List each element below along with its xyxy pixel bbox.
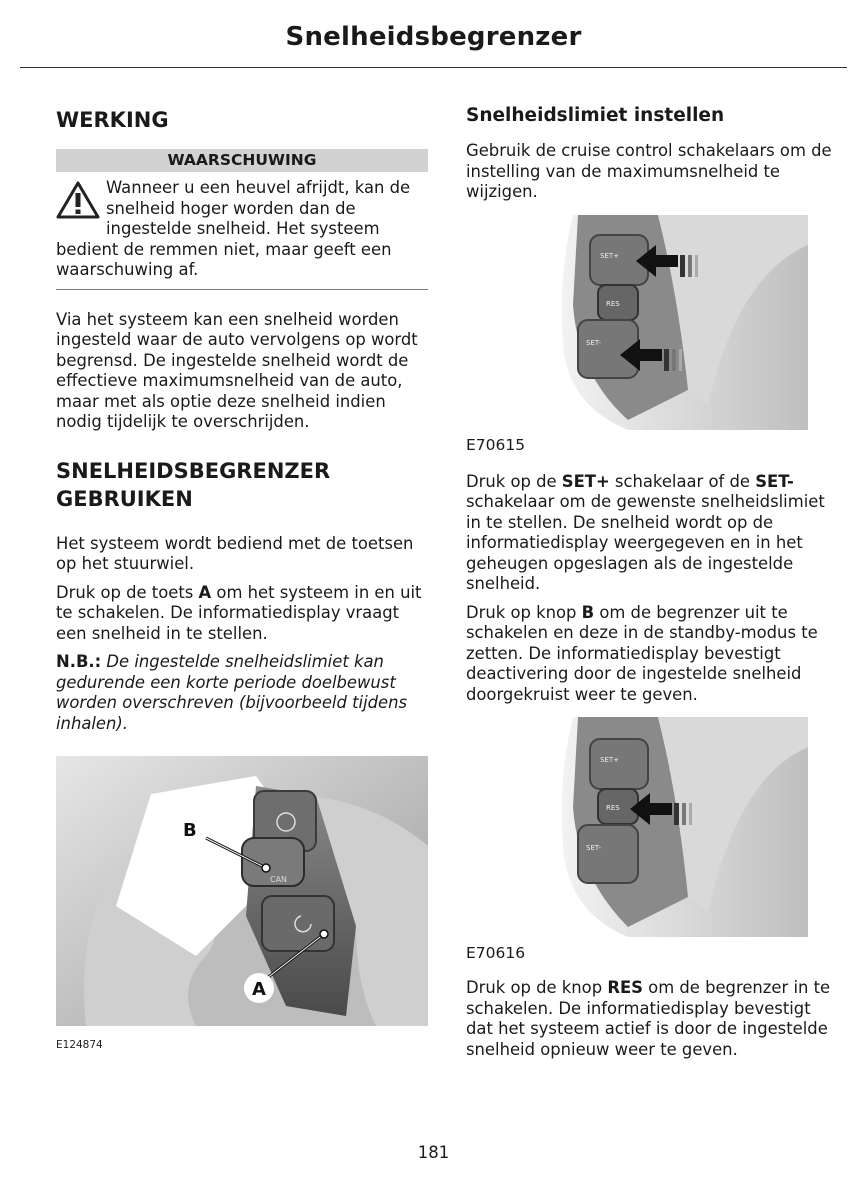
intro-paragraph: Via het systeem kan een snelheid worden ingesteld waar de auto vervolgens op wordt begrensd. De ingestelde snelheid wordt de effectieve maximumsnelheid van de auto, maar met als optie deze snelheid indien nodig tijdelijk te overschrijden. xyxy=(56,309,418,431)
key-set-plus: SET+ xyxy=(561,471,610,491)
page-title: Snelheidsbegrenzer xyxy=(285,22,582,52)
set-paragraph: Druk op de SET+ schakelaar of de SET- schakelaar om de gewenste snelheidslimiet in te stellen. De snelheid wordt op de informatiedisplay weergegeven en in het geheugen opgeslagen als de ingestelde snelheid. xyxy=(466,471,825,593)
right-column xyxy=(466,104,838,1060)
btn-res: RES xyxy=(606,804,620,812)
instellen-paragraph: Gebruik de cruise control schakelaars om de instelling van de maximumsnelheid te wijzigen. xyxy=(466,141,832,201)
btn-set-plus: SET+ xyxy=(600,756,620,764)
res-paragraph: Druk op de knop RES om de begrenzer in te schakelen. De informatiedisplay bevestigt dat het systeem actief is door de ingestelde snelheid opnieuw weer te geven. xyxy=(466,978,831,1059)
callout-a: A xyxy=(252,979,266,1000)
steering-wheel-figure-2 xyxy=(478,717,838,943)
key-set-minus: SET- xyxy=(755,471,794,491)
note-text: De ingestelde snelheidslimiet kan gedurende een korte periode doelbewust worden overschreven (bijvoorbeeld tijdens inhalen). xyxy=(56,652,408,733)
steering-wheel-buttons-illustration xyxy=(56,756,428,1056)
figure-code: E70615 xyxy=(466,436,526,454)
warning-text: Wanneer u een heuvel afrijdt, kan de snelheid hoger worden dan de ingestelde snelheid. Het systeem bedient de remmen niet, maar geeft een waarschuwing af. xyxy=(56,178,411,279)
key-b: B xyxy=(581,602,595,622)
key-a: A xyxy=(198,582,212,602)
btn-set-minus: SET- xyxy=(586,338,602,347)
btn-set-plus: SET+ xyxy=(600,251,620,260)
warning-triangle-icon xyxy=(56,180,100,220)
title-divider xyxy=(20,67,847,68)
can-button-text: CAN xyxy=(270,875,288,884)
section-heading-werking: WERKING xyxy=(56,108,169,132)
btn-res: RES xyxy=(606,299,620,308)
left-column xyxy=(56,104,428,1062)
section-heading-line2: GEBRUIKEN xyxy=(56,486,193,511)
callout-b: B xyxy=(183,820,197,841)
note-label: N.B.: xyxy=(56,652,102,671)
figure-code: E70616 xyxy=(466,943,526,962)
steering-wheel-figure-1 xyxy=(478,215,838,436)
btn-set-minus: SET- xyxy=(586,844,602,852)
steering-wheel-figure-left xyxy=(56,756,428,1062)
res-button-illustration xyxy=(478,717,808,937)
warning-bottom-rule xyxy=(56,289,428,290)
section-heading-instellen: Snelheidslimiet instellen xyxy=(466,105,725,126)
controls-paragraph: Het systeem wordt bediend met de toetsen op het stuurwiel. xyxy=(56,533,414,573)
section-heading-gebruiken xyxy=(56,457,428,513)
standby-paragraph: Druk op knop B om de begrenzer uit te schakelen en deze in de standby-modus te zetten. De informatiedisplay bevestigt deactivering door de ingestelde snelheid doorgekruist weer te geven. xyxy=(466,602,818,704)
key-res: RES xyxy=(607,978,643,997)
warning-title: WAARSCHUWING xyxy=(56,149,428,172)
section-heading-line1: SNELHEIDSBEGRENZER xyxy=(56,458,331,483)
note-paragraph xyxy=(56,652,428,734)
page-number: 181 xyxy=(417,1143,450,1162)
set-buttons-illustration xyxy=(478,215,808,430)
figure-code: E124874 xyxy=(56,1039,103,1051)
toggle-paragraph: Druk op de toets A om het systeem in en uit te schakelen. De informatiedisplay vraagt een snelheid in te stellen. xyxy=(56,582,422,643)
warning-box xyxy=(56,178,428,290)
